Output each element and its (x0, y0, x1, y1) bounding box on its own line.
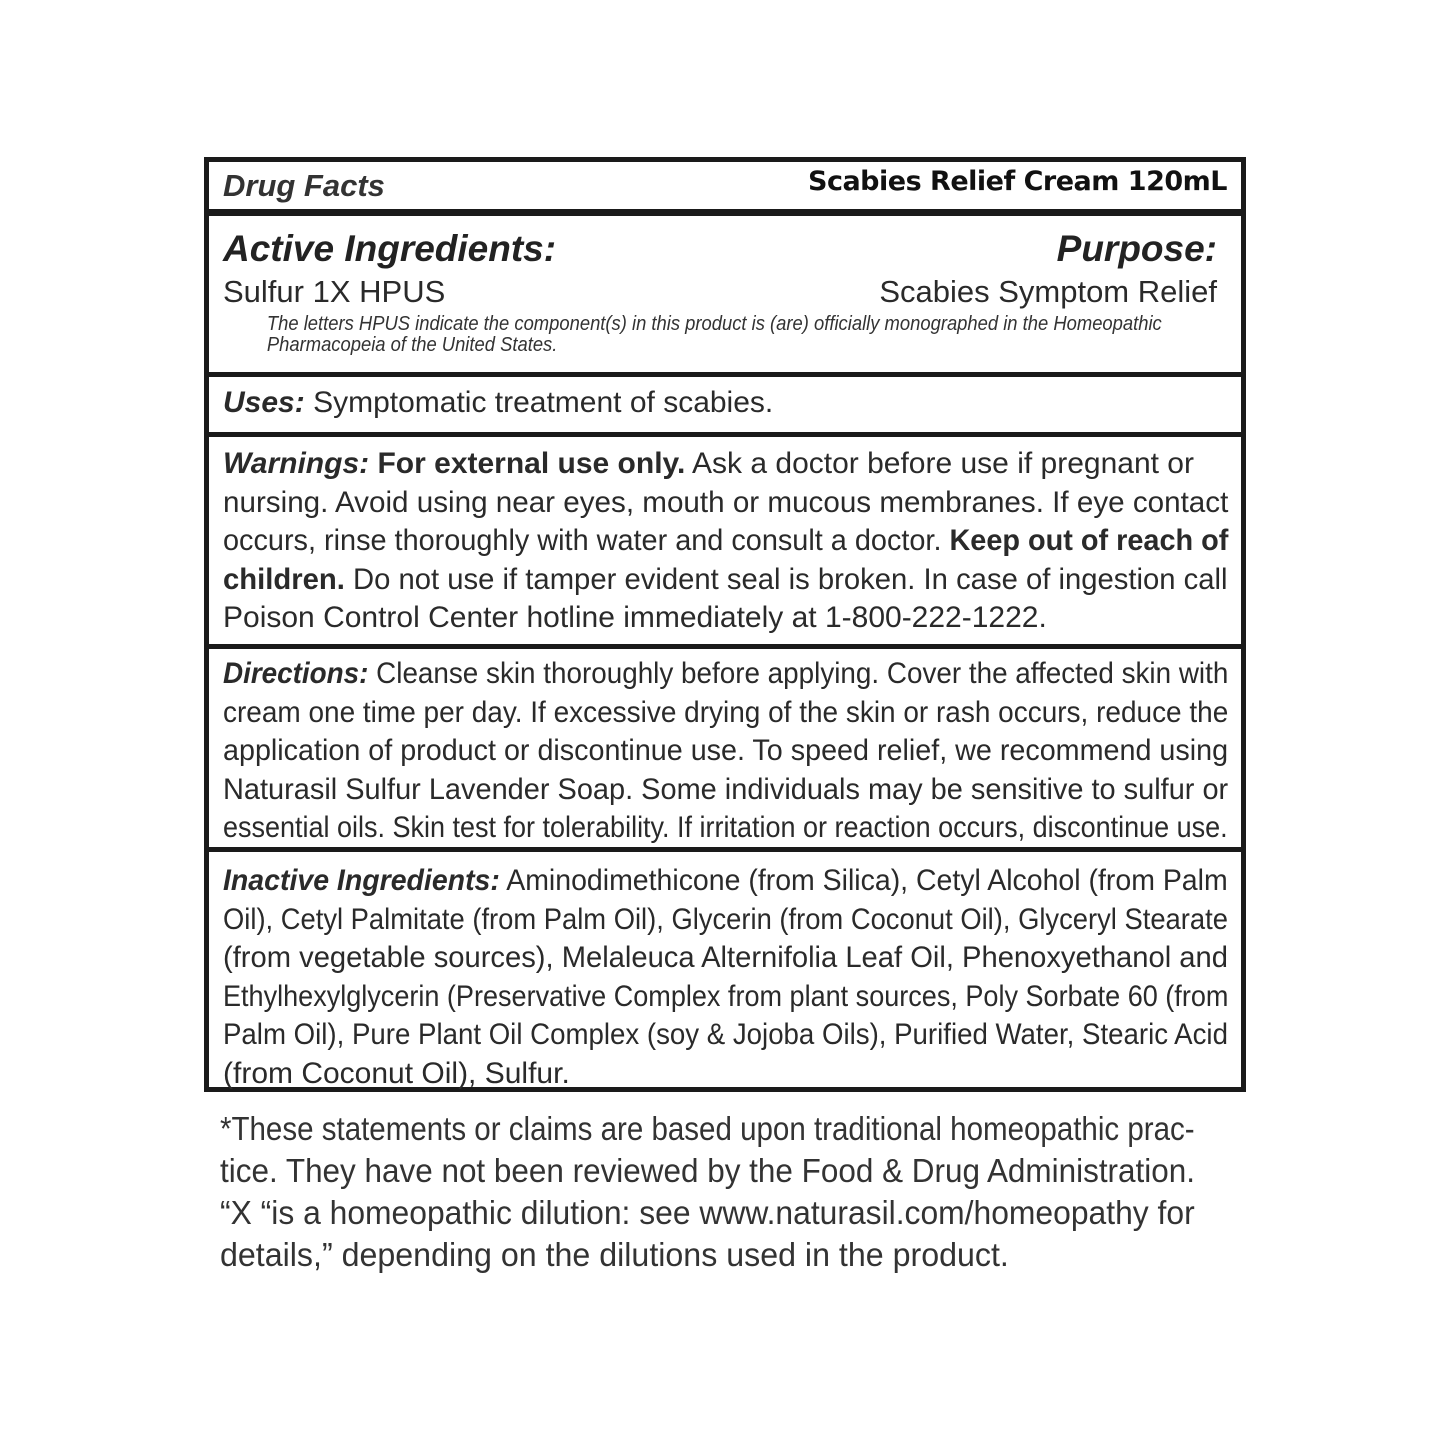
inactive-ingredients-section (209, 847, 1241, 1090)
purpose-text: Scabies Symptom Relief (879, 274, 1217, 309)
uses-text: Symptomatic treatment of scabies. (313, 386, 774, 419)
inactive-ingredients-heading: Inactive Ingredients: (223, 864, 500, 897)
warnings-text: Do not use if tamper evident seal is broken. In case of ingestion call (344, 562, 1228, 596)
warnings-heading: Warnings: (223, 447, 370, 480)
disclaimer-line: tice. They have not been reviewed by the Food & Drug Administration. (220, 1152, 1195, 1189)
warnings-section (209, 432, 1241, 644)
directions-heading: Directions: (223, 657, 369, 690)
drug-facts-header (209, 162, 1241, 216)
active-ingredients-section (209, 214, 1241, 372)
keep-out-text: Keep out of reach of (949, 524, 1229, 557)
children-text: children. (223, 562, 345, 596)
inactive-line: (from Coconut Oil), Sulfur. (223, 1056, 570, 1090)
warnings-line (223, 445, 1227, 484)
warnings-text: Ask a doctor before use if pregnant or (685, 447, 1194, 480)
disclaimer-line: “X “is a homeopathic dilution: see www.naturasil.com/homeopathy for (220, 1194, 1195, 1231)
inactive-line (223, 862, 1228, 901)
warnings-line (223, 561, 1228, 600)
inactive-line: Ethylhexylglycerin (Preservative Complex from plant sources, Poly Sorbate 60 (from (223, 979, 1229, 1013)
directions-line: cream one time per day. If excessive drying of the skin or rash occurs, reduce the (223, 695, 1229, 729)
disclaimer-line: *These statements or claims are based upon traditional homeopathic prac- (220, 1110, 1195, 1147)
purpose-heading: Purpose: (1056, 228, 1217, 269)
directions-line: application of product or discontinue use. To speed relief, we recommend using (223, 734, 1229, 767)
directions-text: Cleanse skin thoroughly before applying. Cover the affected skin with (368, 657, 1229, 690)
directions-line: Naturasil Sulfur Lavender Soap. Some individuals may be sensitive to sulfur or (223, 772, 1229, 806)
warnings-line (223, 522, 1229, 561)
directions-line: essential oils. Skin test for tolerability. If irritation or reaction occurs, discontinue use. (223, 811, 1228, 844)
active-ingredients-heading: Active Ingredients: (223, 228, 557, 269)
directions-section (209, 644, 1241, 847)
homeopathic-disclaimer (220, 1108, 1220, 1276)
inactive-line: Palm Oil), Pure Plant Oil Complex (soy & Jojoba Oils), Purified Water, Stearic Acid (223, 1018, 1228, 1051)
inactive-line: Oil), Cetyl Palmitate (from Palm Oil), Glycerin (from Coconut Oil), Glyceryl Stearate (223, 902, 1228, 936)
warnings-line: nursing. Avoid using near eyes, mouth or mucous membranes. If eye contact (223, 485, 1229, 519)
drug-facts-panel (204, 157, 1246, 1092)
inactive-line: (from vegetable sources), Melaleuca Alternifolia Leaf Oil, Phenoxyethanol and (223, 941, 1228, 974)
warnings-text: occurs, rinse thoroughly with water and consult a doctor. (223, 524, 950, 557)
active-ingredient: Sulfur 1X HPUS (223, 274, 446, 309)
drug-facts-title: Drug Facts (223, 168, 385, 203)
uses-heading: Uses: (223, 386, 305, 419)
directions-line (223, 655, 1229, 694)
product-name: Scabies Relief Cream 120mL (808, 166, 1227, 197)
uses-section (209, 372, 1241, 432)
warnings-line: Poison Control Center hotline immediately at 1-800-222-1222. (223, 601, 1047, 634)
external-use-text: For external use only. (377, 447, 686, 480)
inactive-text: Aminodimethicone (from Silica), Cetyl Alcohol (from Palm (499, 864, 1228, 897)
hpus-note: The letters HPUS indicate the component(s) in this product is (are) officially monographed in the Homeopathic Pharmacopeia of the United States. (266, 313, 1162, 356)
disclaimer-line: details,” depending on the dilutions used in the product. (220, 1236, 1009, 1273)
